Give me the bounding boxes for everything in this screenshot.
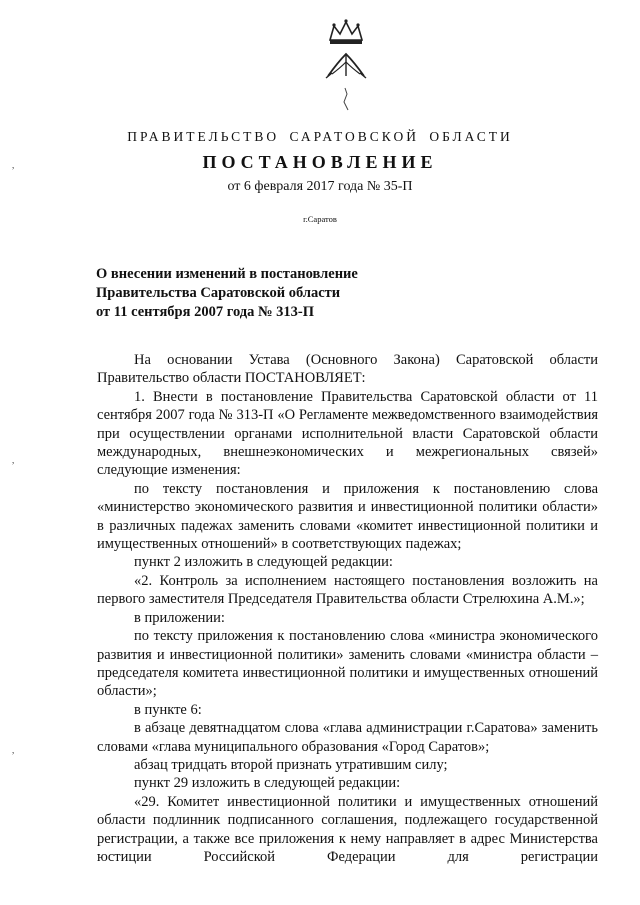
body-paragraph: пункт 2 изложить в следующей редакции: — [134, 554, 393, 571]
body-paragraph: 1. Внести в постановление Правительства Саратовской области от 11 сентября 2007 года № 313-П «О Регламенте межведомственного взаимодействия при осуществлении органами исполнительной власти Саратовской области международных, внешнеэкономических и межрегиональных связей» следующие изменения: — [97, 388, 598, 479]
body-paragraph: по тексту постановления и приложения к постановлению слова «министерство экономического развития и инвестиционной политики области» в различных падежах заменить словами «комитет инвестиционной политики и имущественных отношений» в соответствующих падежах; — [97, 480, 598, 553]
body-paragraph: «29. Комитет инвестиционной политики и имущественных отношений области подлинник подписанного соглашения, подлежащего государственной регистрации, а также все приложения к нему направляет в адрес Министерства юстиции Российской Федерации для регистрации — [97, 793, 598, 865]
body-paragraph: по тексту приложения к постановлению слова «министра экономического развития и инвестиционной политики» заменить словами «министра области – председателя комитета инвестиционной политики и имущественных отношений области»; — [97, 628, 598, 700]
scan-mark: , — [12, 160, 15, 170]
document-type-title: ПОСТАНОВЛЕНИЕ — [202, 152, 438, 172]
body-paragraph: абзац тридцать второй признать утратившим силу; — [134, 756, 448, 773]
government-name: ПРАВИТЕЛЬСТВО САРАТОВСКОЙ ОБЛАСТИ — [127, 129, 513, 144]
body-paragraph: «2. Контроль за исполнением настоящего постановления возложить на первого заместителя Председателя Правительства области Стрелюхина А.М.»; — [97, 572, 598, 608]
scan-mark: , — [12, 455, 15, 465]
body-paragraph: в приложении: — [134, 609, 225, 626]
document-subject — [96, 265, 456, 322]
subject-line: от 11 сентября 2007 года № 313-П — [96, 304, 315, 320]
body-paragraph: пункт 29 изложить в следующей редакции: — [134, 775, 401, 792]
document-date-number: от 6 февраля 2017 года № 35-П — [227, 179, 413, 194]
saratov-coat-of-arms-icon — [314, 18, 378, 118]
scan-mark: , — [12, 745, 15, 755]
body-paragraph: в пункте 6: — [134, 701, 202, 718]
subject-line: Правительства Саратовской области — [96, 285, 341, 301]
subject-line: О внесении изменений в постановление — [96, 266, 358, 282]
document-body — [97, 351, 598, 866]
document-city: г.Саратов — [303, 214, 337, 224]
body-paragraph: На основании Устава (Основного Закона) Саратовской области Правительство области ПОСТАНОВЛЯЕТ: — [97, 352, 598, 387]
body-paragraph: в абзаце девятнадцатом слова «глава администрации г.Саратова» заменить словами «глава муниципального образования «Город Саратов»; — [97, 720, 598, 755]
